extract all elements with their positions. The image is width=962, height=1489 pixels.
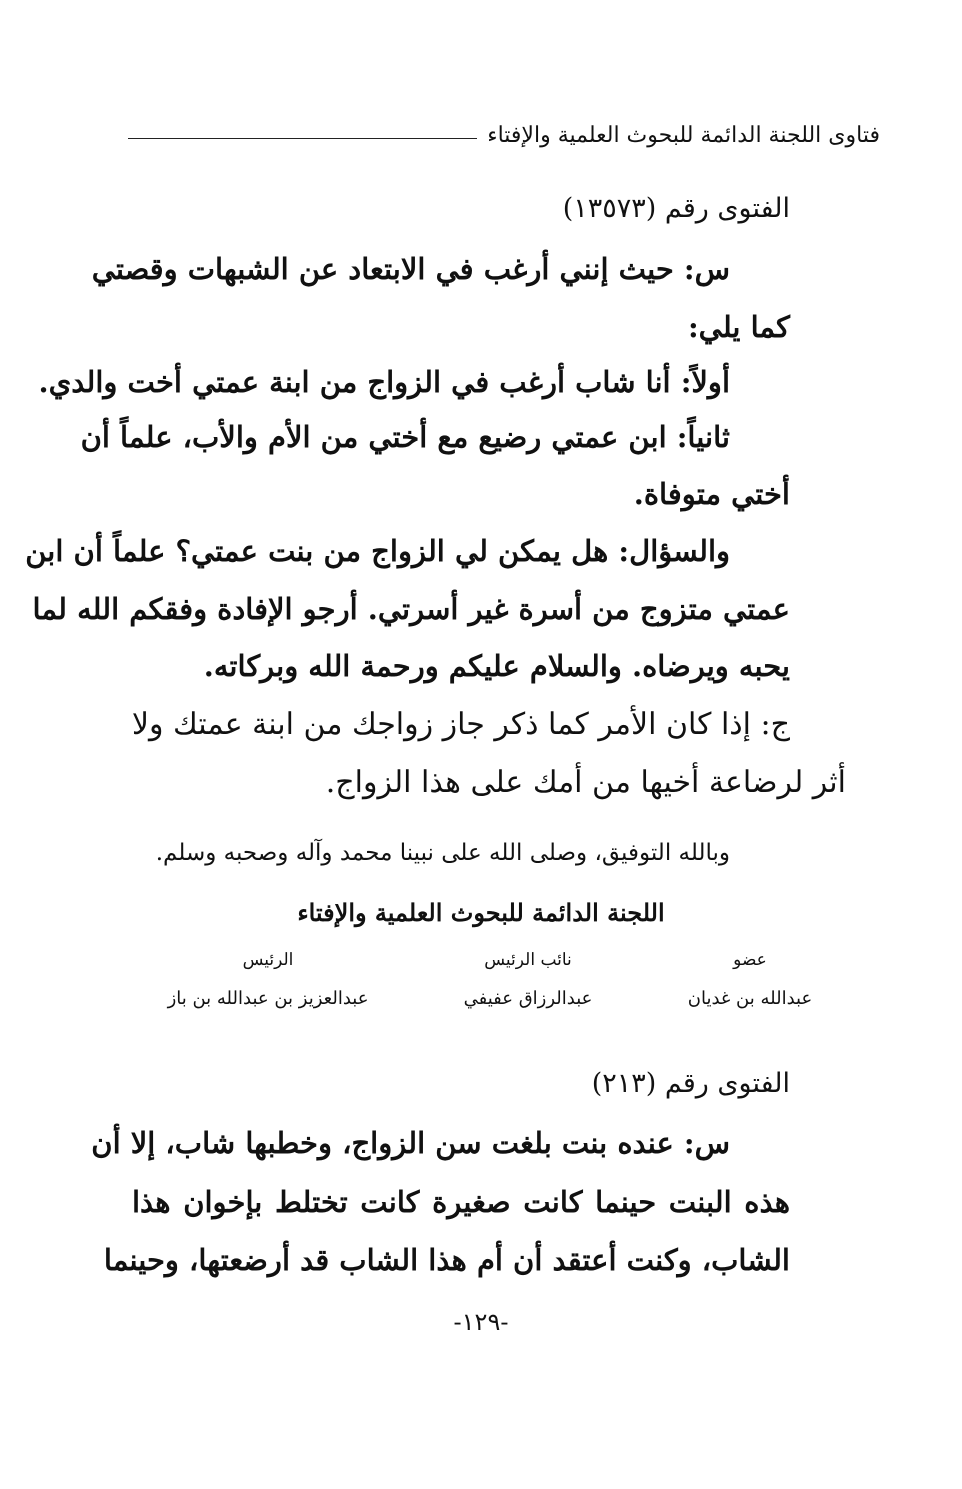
answer-line: أثر لرضاعة أخيها من أمك على هذا الزواج. [325,765,846,800]
signature-vice-president [418,950,638,1009]
question-line: س: عنده بنت بلغت سن الزواج، وخطبها شاب، إلا أن [91,1126,730,1160]
header-title: فتاوى اللجنة الدائمة للبحوث العلمية والإفتاء [487,122,880,148]
signature-title: نائب الرئيس [484,950,572,970]
fatwa-number: الفتوى رقم (١٣٥٧٣) [562,193,790,224]
fatwa-number: الفتوى رقم (٢١٣) [591,1068,790,1099]
question-line: والسؤال: هل يمكن لي الزواج من بنت عمتي؟ علماً أن ابن [25,534,730,568]
question-line: يحبه ويرضاه. والسلام عليكم ورحمة الله وبركاته. [203,649,790,683]
signature-name: عبدالرزاق عفيفي [463,988,593,1009]
signature-name: عبدالعزيز بن عبدالله بن باز [167,988,369,1009]
page-number: -١٢٩- [453,1308,509,1336]
signature-member [640,950,860,1009]
question-line: هذه البنت حينما كانت صغيرة كانت تختلط بإخوان هذا [132,1185,790,1219]
question-line: أولاً: أنا شاب أرغب في الزواج من ابنة عمتي أخت والدي. [38,365,730,399]
signature-name: عبدالله بن غديان [687,988,813,1009]
question-line: عمتي متزوج من أسرة غير أسرتي. أرجو الإفادة وفقكم الله لما [32,592,790,626]
closing-prayer: وبالله التوفيق، وصلى الله على نبينا محمد وآله وصحبه وسلم. [155,840,730,866]
signature-title: عضو [733,950,767,970]
question-line: س: حيث إنني أرغب في الابتعاد عن الشبهات وقصتي [91,252,730,286]
running-header [128,118,880,152]
header-rule [128,138,477,139]
signature-president [138,950,398,1009]
question-line: كما يلي: [687,310,790,344]
question-line: أختي متوفاة. [633,477,790,511]
question-line: الشاب، وكنت أعتقد أن أم هذا الشاب قد أرضعتها، وحينما [103,1243,790,1277]
committee-name: اللجنة الدائمة للبحوث العلمية والإفتاء [297,898,665,927]
answer-line: ج: إذا كان الأمر كما ذكر جاز زواجك من ابنة عمتك ولا [131,707,790,742]
signature-title: الرئيس [242,950,294,970]
question-line: ثانياً: ابن عمتي رضيع مع أختي من الأم والأب، علماً أن [80,420,730,454]
